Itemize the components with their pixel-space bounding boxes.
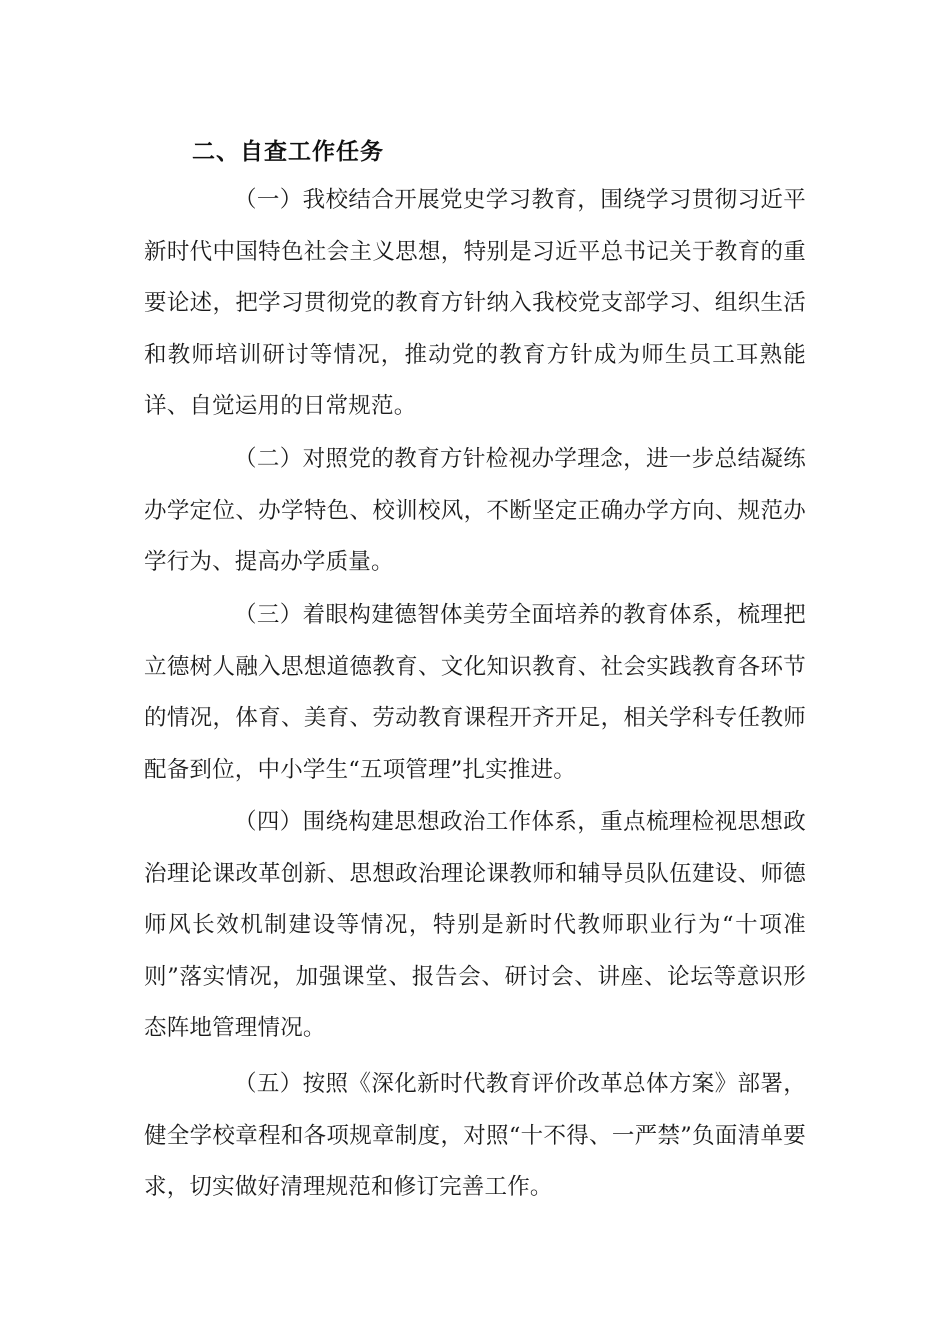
section-heading: 二、自查工作任务 bbox=[192, 139, 384, 165]
paragraph-1: （一）我校结合开展党史学习教育，围绕学习贯彻习近平新时代中国特色社会主义思想，特别是习近平总书记关于教育的重要论述，把学习贯彻党的教育方针纳入我校党支部学习、组织生活和教师培训研讨等情况，推动党的教育方针成为师生员工耳熟能详、自觉运用的日常规范。 bbox=[144, 187, 806, 419]
paragraph-5: （五）按照《深化新时代教育评价改革总体方案》部署，健全学校章程和各项规章制度，对照“十不得、一严禁”负面清单要求，切实做好清理规范和修订完善工作。 bbox=[144, 1071, 806, 1200]
paragraph-4: （四）围绕构建思想政治工作体系，重点梳理检视思想政治理论课改革创新、思想政治理论课教师和辅导员队伍建设、师德师风长效机制建设等情况，特别是新时代教师职业行为“十项准则”落实情况，加强课堂、报告会、研讨会、讲座、论坛等意识形态阵地管理情况。 bbox=[144, 809, 806, 1041]
paragraph-2: （二）对照党的教育方针检视办学理念，进一步总结凝练办学定位、办学特色、校训校风，不断坚定正确办学方向、规范办学行为、提高办学质量。 bbox=[144, 446, 806, 575]
paragraph-3: （三）着眼构建德智体美劳全面培养的教育体系，梳理把立德树人融入思想道德教育、文化知识教育、社会实践教育各环节的情况，体育、美育、劳动教育课程开齐开足，相关学科专任教师配备到位，中小学生“五项管理”扎实推进。 bbox=[144, 602, 806, 783]
